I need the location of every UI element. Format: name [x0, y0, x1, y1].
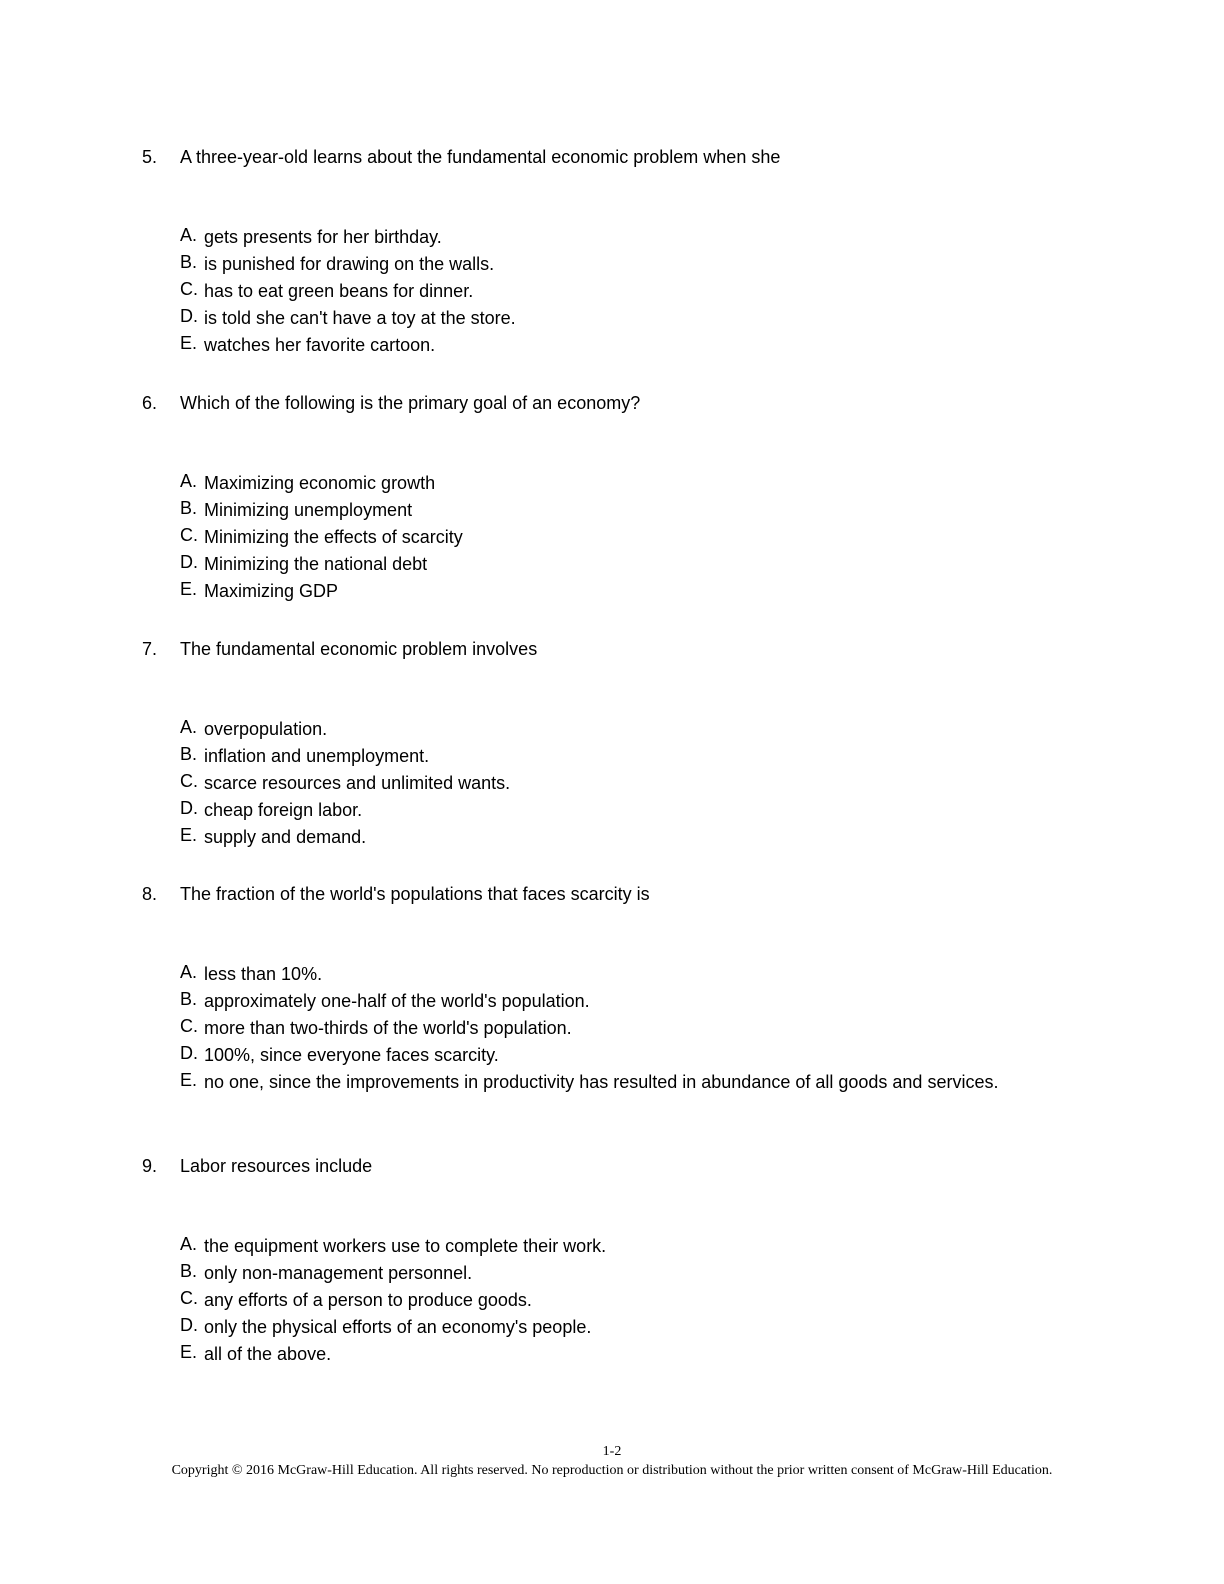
option-letter: B. [180, 744, 198, 764]
answer-options [180, 1235, 1020, 1370]
answer-option-d [180, 797, 1020, 826]
option-letter: E. [180, 1342, 198, 1362]
answer-option-e [180, 578, 1020, 607]
answer-options [180, 718, 1020, 853]
option-letter: C. [180, 279, 198, 299]
question-text: Which of the following is the primary goal of an economy? [180, 393, 641, 413]
option-text: 100%, since everyone faces scarcity. [204, 1045, 499, 1065]
answer-option-e [180, 332, 1020, 361]
question-number: 9. [142, 1156, 158, 1176]
answer-option-a [180, 224, 1020, 253]
answer-option-c [180, 524, 1020, 553]
option-text: Maximizing economic growth [204, 473, 436, 493]
answer-option-e [180, 1341, 1020, 1370]
question-number: 5. [142, 147, 158, 167]
option-text: Minimizing unemployment [204, 500, 413, 520]
answer-option-b [180, 251, 1020, 280]
option-letter: A. [180, 225, 198, 245]
option-text: cheap foreign labor. [204, 800, 363, 820]
answer-option-c [180, 278, 1020, 307]
option-letter: B. [180, 498, 198, 518]
option-text: is punished for drawing on the walls. [204, 254, 495, 274]
option-letter: A. [180, 717, 198, 737]
copyright-notice: Copyright © 2016 McGraw-Hill Education. All rights reserved. No reproduction or distribution without the prior written consent of McGraw-Hill Education. [171, 1463, 1053, 1478]
page-number: 1-2 [602, 1444, 622, 1459]
answer-options [180, 472, 1020, 607]
answer-option-b [180, 743, 1020, 772]
answer-option-d [180, 1314, 1020, 1343]
answer-option-b [180, 497, 1020, 526]
option-letter: B. [180, 989, 198, 1009]
answer-option-e [180, 1069, 1020, 1098]
option-letter: A. [180, 471, 198, 491]
question-number: 7. [142, 639, 158, 659]
question-text: The fraction of the world's populations that faces scarcity is [180, 884, 650, 904]
answer-option-d [180, 1042, 1020, 1071]
answer-options [180, 963, 1020, 1098]
option-text: less than 10%. [204, 964, 323, 984]
option-text: is told she can't have a toy at the store. [204, 308, 516, 328]
question-number: 6. [142, 393, 158, 413]
question-text: A three-year-old learns about the fundamental economic problem when she [180, 147, 781, 167]
question-text: The fundamental economic problem involves [180, 639, 538, 659]
option-text: scarce resources and unlimited wants. [204, 773, 511, 793]
option-letter: D. [180, 1315, 198, 1335]
option-text: approximately one-half of the world's population. [204, 991, 590, 1011]
question-text: Labor resources include [180, 1156, 373, 1176]
option-text: more than two-thirds of the world's population. [204, 1018, 572, 1038]
option-text: any efforts of a person to produce goods. [204, 1290, 532, 1310]
answer-option-d [180, 551, 1020, 580]
answer-option-a [180, 716, 1020, 745]
option-text: Maximizing GDP [204, 581, 339, 601]
answer-option-a [180, 470, 1020, 499]
option-letter: E. [180, 825, 198, 845]
option-text: has to eat green beans for dinner. [204, 281, 474, 301]
option-letter: E. [180, 579, 198, 599]
answer-option-a [180, 961, 1020, 990]
option-text: Minimizing the effects of scarcity [204, 527, 463, 547]
option-letter: D. [180, 552, 198, 572]
option-text: overpopulation. [204, 719, 328, 739]
answer-option-b [180, 988, 1020, 1017]
option-text: no one, since the improvements in productivity has resulted in abundance of all goods and services. [204, 1072, 999, 1092]
option-letter: C. [180, 1016, 198, 1036]
option-letter: B. [180, 1261, 198, 1281]
answer-options [180, 226, 1020, 361]
option-letter: E. [180, 1070, 198, 1090]
option-text: inflation and unemployment. [204, 746, 430, 766]
option-letter: A. [180, 1234, 198, 1254]
answer-option-a [180, 1233, 1020, 1262]
option-letter: D. [180, 1043, 198, 1063]
answer-option-b [180, 1260, 1020, 1289]
option-text: Minimizing the national debt [204, 554, 428, 574]
question-number: 8. [142, 884, 158, 904]
option-text: the equipment workers use to complete their work. [204, 1236, 607, 1256]
option-text: all of the above. [204, 1344, 332, 1364]
answer-option-d [180, 305, 1020, 334]
answer-option-c [180, 1287, 1020, 1316]
option-letter: B. [180, 252, 198, 272]
option-text: supply and demand. [204, 827, 367, 847]
option-letter: E. [180, 333, 198, 353]
option-letter: D. [180, 306, 198, 326]
answer-option-c [180, 770, 1020, 799]
option-text: only non-management personnel. [204, 1263, 473, 1283]
option-text: watches her favorite cartoon. [204, 335, 436, 355]
option-text: only the physical efforts of an economy's people. [204, 1317, 592, 1337]
option-letter: C. [180, 525, 198, 545]
answer-option-c [180, 1015, 1020, 1044]
option-letter: C. [180, 1288, 198, 1308]
option-letter: A. [180, 962, 198, 982]
option-letter: C. [180, 771, 198, 791]
option-text: gets presents for her birthday. [204, 227, 442, 247]
option-letter: D. [180, 798, 198, 818]
answer-option-e [180, 824, 1020, 853]
